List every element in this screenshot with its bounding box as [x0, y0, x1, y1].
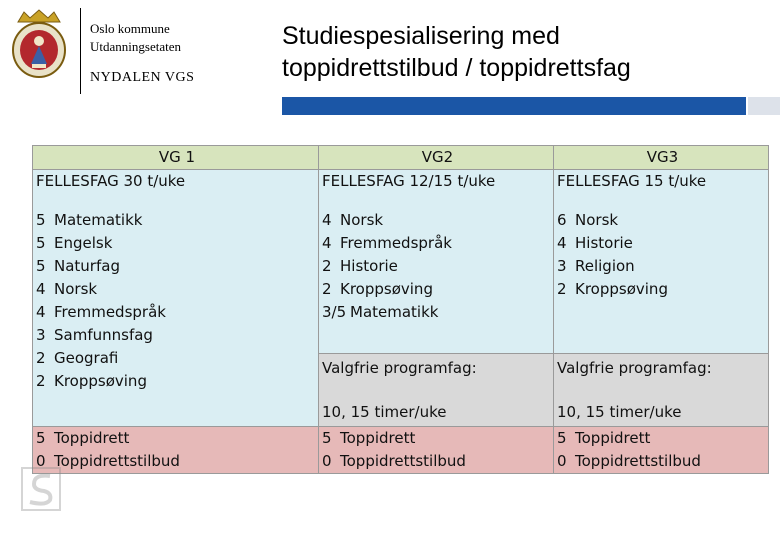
subject-hours: 2 [557, 280, 567, 298]
subject-hours: 2 [322, 280, 332, 298]
subject-hours: 4 [557, 234, 567, 252]
vg3-sport-cell [554, 427, 769, 474]
subject-name: Toppidrettstilbud [575, 452, 701, 470]
core-label: FELLESFAG 30 t/uke [36, 172, 186, 190]
subject-name: Kroppsøving [54, 372, 147, 390]
subject-name: Norsk [340, 211, 384, 229]
core-label: FELLESFAG 15 t/uke [557, 172, 707, 190]
subject-hours: 3 [557, 257, 567, 275]
subject-name: Kroppsøving [340, 280, 433, 298]
title-line-1: Studiespesialisering med [282, 22, 560, 50]
vg1-sport-cell [33, 427, 319, 474]
subject-name: Fremmedspråk [54, 303, 166, 321]
subject-name: Samfunnsfag [54, 326, 153, 344]
subject-name: Toppidrettstilbud [54, 452, 180, 470]
table-row-sport [33, 427, 769, 474]
school-name: NYDALEN VGS [90, 70, 195, 85]
subject-hours: 4 [322, 211, 332, 229]
subject-name: Naturfag [54, 257, 120, 275]
subject-name: Toppidrett [54, 429, 130, 447]
subject-hours: 3 [36, 326, 46, 344]
heading-vg2: VG2 [319, 146, 554, 170]
subject-hours: 2 [36, 349, 46, 367]
subject-hours: 6 [557, 211, 567, 229]
subject-name: Geografi [54, 349, 119, 367]
subject-name: Norsk [54, 280, 98, 298]
table-header-row [33, 146, 769, 170]
vg1-core-cell [33, 170, 319, 427]
vg2-core-cell [319, 170, 554, 354]
accent-bar-end [748, 97, 780, 115]
oslo-kommune-logo [10, 8, 68, 80]
vg2-sport-cell [319, 427, 554, 474]
subject-name: Kroppsøving [575, 280, 668, 298]
oslo-seal-watermark-icon [20, 466, 62, 512]
subject-hours: 4 [36, 303, 46, 321]
subject-hours: 5 [36, 211, 46, 229]
subject-name: Toppidrett [575, 429, 651, 447]
subject-name: Engelsk [54, 234, 113, 252]
header-divider [80, 8, 81, 94]
table-row-core [33, 170, 769, 354]
org-name: Oslo kommune [90, 21, 170, 36]
subject-name: Norsk [575, 211, 619, 229]
core-label: FELLESFAG 12/15 t/uke [322, 172, 496, 190]
subject-name: Matematikk [54, 211, 143, 229]
org-department: Utdanningsetaten [90, 39, 181, 54]
subject-hours: 5 [322, 429, 332, 447]
electives-label: Valgfrie programfag: [322, 359, 477, 377]
subject-hours: 5 [557, 429, 567, 447]
subject-name: Religion [575, 257, 635, 275]
subject-name: Historie [575, 234, 633, 252]
heading-vg1: VG 1 [33, 146, 319, 170]
subject-hours: 5 [36, 257, 46, 275]
electives-hours: 10, 15 timer/uke [557, 403, 682, 421]
subject-hours: 5 [36, 429, 46, 447]
subject-name: Matematikk [350, 303, 439, 321]
subject-name: Fremmedspråk [340, 234, 452, 252]
electives-label: Valgfrie programfag: [557, 359, 712, 377]
subject-hours: 4 [36, 280, 46, 298]
subject-hours: 4 [322, 234, 332, 252]
subject-hours: 2 [36, 372, 46, 390]
subject-hours: 3/5 [322, 303, 347, 321]
heading-vg3: VG3 [554, 146, 769, 170]
study-plan-table [32, 145, 769, 474]
electives-hours: 10, 15 timer/uke [322, 403, 447, 421]
vg3-electives-cell [554, 354, 769, 427]
title-line-2: toppidrettstilbud / toppidrettsfag [282, 54, 631, 82]
subject-hours: 5 [36, 234, 46, 252]
subject-hours: 0 [322, 452, 332, 470]
subject-name: Toppidrett [340, 429, 416, 447]
subject-name: Toppidrettstilbud [340, 452, 466, 470]
subject-hours: 2 [322, 257, 332, 275]
vg3-core-cell [554, 170, 769, 354]
subject-hours: 0 [36, 452, 46, 470]
subject-name: Historie [340, 257, 398, 275]
accent-bar [282, 97, 746, 115]
vg2-electives-cell [319, 354, 554, 427]
page-title [282, 20, 752, 84]
subject-hours: 0 [557, 452, 567, 470]
